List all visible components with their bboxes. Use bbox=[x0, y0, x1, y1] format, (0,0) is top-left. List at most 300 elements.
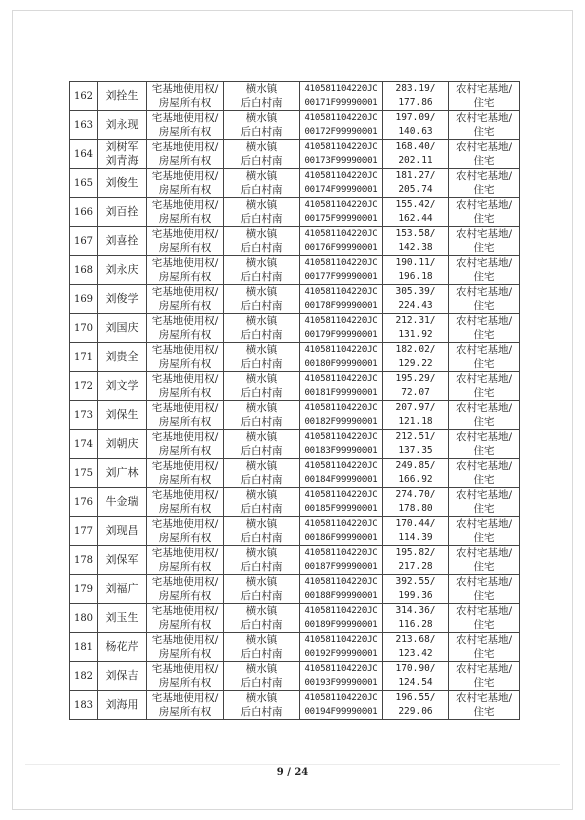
area-cell bbox=[383, 488, 449, 517]
location-cell bbox=[224, 517, 300, 546]
owner-name-cell bbox=[98, 662, 147, 691]
land-use-cell bbox=[449, 604, 520, 633]
land-use-line: 农村宅基地/ bbox=[455, 663, 513, 675]
right-type-cell bbox=[147, 372, 224, 401]
location-line: 后白村南 bbox=[240, 619, 283, 631]
land-use-line: 住宅 bbox=[473, 271, 495, 283]
row-number-cell: 163 bbox=[70, 111, 98, 140]
table-row bbox=[70, 401, 520, 430]
parcel-code-cell bbox=[300, 372, 383, 401]
location-cell bbox=[224, 488, 300, 517]
parcel-code-line: 00174F99990001 bbox=[304, 185, 378, 195]
parcel-code-line: 410581104220JC bbox=[304, 316, 378, 326]
table-row bbox=[70, 256, 520, 285]
parcel-code-line: 00178F99990001 bbox=[304, 301, 378, 311]
area-line: 170.90/ bbox=[395, 663, 436, 674]
land-use-line: 住宅 bbox=[473, 300, 495, 312]
land-use-line: 住宅 bbox=[473, 590, 495, 602]
right-type-line: 房屋所有权 bbox=[158, 474, 212, 486]
location-line: 后白村南 bbox=[240, 213, 283, 225]
location-cell bbox=[224, 140, 300, 169]
area-line: 181.27/ bbox=[395, 170, 436, 181]
land-use-cell bbox=[449, 169, 520, 198]
parcel-code-line: 00182F99990001 bbox=[304, 417, 378, 427]
land-use-line: 住宅 bbox=[473, 561, 495, 573]
area-line: 274.70/ bbox=[395, 489, 436, 500]
land-use-line: 农村宅基地/ bbox=[455, 431, 513, 443]
parcel-code-cell bbox=[300, 633, 383, 662]
table-row bbox=[70, 546, 520, 575]
owner-name-cell bbox=[98, 430, 147, 459]
owner-name-line: 刘百拴 bbox=[105, 205, 139, 218]
location-line: 横水镇 bbox=[245, 141, 278, 153]
table-row bbox=[70, 691, 520, 720]
right-type-line: 宅基地使用权/ bbox=[151, 402, 219, 414]
owner-name-line: 刘海用 bbox=[105, 698, 139, 711]
land-use-line: 农村宅基地/ bbox=[455, 83, 513, 95]
location-line: 横水镇 bbox=[245, 344, 278, 356]
area-line: 182.02/ bbox=[395, 344, 436, 355]
land-use-line: 农村宅基地/ bbox=[455, 199, 513, 211]
right-type-cell bbox=[147, 82, 224, 111]
owner-name-line: 刘青海 bbox=[105, 154, 139, 167]
location-line: 后白村南 bbox=[240, 648, 283, 660]
owner-name-line: 牛金瑞 bbox=[105, 495, 139, 508]
owner-name-cell bbox=[98, 575, 147, 604]
row-number-cell: 167 bbox=[70, 227, 98, 256]
table-row bbox=[70, 169, 520, 198]
table-row bbox=[70, 372, 520, 401]
owner-name-line: 刘树军 bbox=[105, 140, 139, 153]
parcel-code-cell bbox=[300, 488, 383, 517]
land-use-cell bbox=[449, 575, 520, 604]
right-type-line: 房屋所有权 bbox=[158, 445, 212, 457]
right-type-line: 房屋所有权 bbox=[158, 126, 212, 138]
area-line: 116.28 bbox=[398, 619, 433, 630]
parcel-code-line: 410581104220JC bbox=[304, 374, 378, 384]
location-line: 后白村南 bbox=[240, 532, 283, 544]
area-line: 213.68/ bbox=[395, 634, 436, 645]
owner-name-cell bbox=[98, 198, 147, 227]
right-type-line: 宅基地使用权/ bbox=[151, 112, 219, 124]
parcel-code-cell bbox=[300, 198, 383, 227]
location-line: 横水镇 bbox=[245, 576, 278, 588]
land-use-cell bbox=[449, 430, 520, 459]
owner-name-line: 刘拴生 bbox=[105, 89, 139, 102]
row-number-cell: 176 bbox=[70, 488, 98, 517]
land-use-line: 农村宅基地/ bbox=[455, 373, 513, 385]
right-type-cell bbox=[147, 314, 224, 343]
footer-divider bbox=[25, 764, 560, 765]
land-use-line: 农村宅基地/ bbox=[455, 547, 513, 559]
owner-name-line: 刘永现 bbox=[105, 118, 139, 131]
owner-name-cell bbox=[98, 488, 147, 517]
area-line: 199.36 bbox=[398, 590, 433, 601]
row-number-cell: 179 bbox=[70, 575, 98, 604]
owner-name-line: 刘保吉 bbox=[105, 669, 139, 682]
location-line: 横水镇 bbox=[245, 373, 278, 385]
table-row bbox=[70, 604, 520, 633]
parcel-code-line: 410581104220JC bbox=[304, 200, 378, 210]
row-number-cell: 170 bbox=[70, 314, 98, 343]
parcel-code-line: 00171F99990001 bbox=[304, 98, 378, 108]
parcel-code-line: 00175F99990001 bbox=[304, 214, 378, 224]
parcel-code-cell bbox=[300, 140, 383, 169]
right-type-line: 房屋所有权 bbox=[158, 184, 212, 196]
area-line: 305.39/ bbox=[395, 286, 436, 297]
area-line: 155.42/ bbox=[395, 199, 436, 210]
land-use-line: 住宅 bbox=[473, 648, 495, 660]
location-line: 后白村南 bbox=[240, 300, 283, 312]
parcel-code-line: 00176F99990001 bbox=[304, 243, 378, 253]
row-number-cell: 174 bbox=[70, 430, 98, 459]
parcel-code-line: 410581104220JC bbox=[304, 606, 378, 616]
land-use-line: 住宅 bbox=[473, 242, 495, 254]
right-type-cell bbox=[147, 662, 224, 691]
land-use-line: 住宅 bbox=[473, 503, 495, 515]
parcel-code-cell bbox=[300, 111, 383, 140]
land-use-line: 住宅 bbox=[473, 706, 495, 718]
owner-name-line: 刘朝庆 bbox=[105, 437, 139, 450]
parcel-code-line: 410581104220JC bbox=[304, 258, 378, 268]
land-use-cell bbox=[449, 633, 520, 662]
owner-name-cell bbox=[98, 140, 147, 169]
land-use-line: 农村宅基地/ bbox=[455, 460, 513, 472]
land-use-line: 住宅 bbox=[473, 213, 495, 225]
area-line: 249.85/ bbox=[395, 460, 436, 471]
right-type-cell bbox=[147, 343, 224, 372]
owner-name-cell bbox=[98, 459, 147, 488]
parcel-code-cell bbox=[300, 82, 383, 111]
right-type-line: 宅基地使用权/ bbox=[151, 460, 219, 472]
right-type-line: 房屋所有权 bbox=[158, 503, 212, 515]
area-cell bbox=[383, 372, 449, 401]
location-cell bbox=[224, 111, 300, 140]
parcel-code-line: 410581104220JC bbox=[304, 432, 378, 442]
area-cell bbox=[383, 256, 449, 285]
land-use-cell bbox=[449, 517, 520, 546]
parcel-code-cell bbox=[300, 401, 383, 430]
parcel-code-line: 410581104220JC bbox=[304, 490, 378, 500]
area-cell bbox=[383, 169, 449, 198]
owner-name-line: 刘现昌 bbox=[105, 524, 139, 537]
location-line: 后白村南 bbox=[240, 561, 283, 573]
area-line: 131.92 bbox=[398, 329, 433, 340]
right-type-line: 房屋所有权 bbox=[158, 619, 212, 631]
land-use-line: 住宅 bbox=[473, 358, 495, 370]
owner-name-line: 刘保生 bbox=[105, 408, 139, 421]
location-line: 横水镇 bbox=[245, 257, 278, 269]
table-row bbox=[70, 314, 520, 343]
right-type-cell bbox=[147, 459, 224, 488]
right-type-line: 房屋所有权 bbox=[158, 271, 212, 283]
area-line: 212.31/ bbox=[395, 315, 436, 326]
land-use-cell bbox=[449, 343, 520, 372]
parcel-code-cell bbox=[300, 430, 383, 459]
location-cell bbox=[224, 343, 300, 372]
row-number-cell: 172 bbox=[70, 372, 98, 401]
right-type-line: 房屋所有权 bbox=[158, 706, 212, 718]
parcel-code-cell bbox=[300, 314, 383, 343]
area-line: 224.43 bbox=[398, 300, 433, 311]
parcel-code-line: 410581104220JC bbox=[304, 403, 378, 413]
location-line: 横水镇 bbox=[245, 199, 278, 211]
area-line: 207.97/ bbox=[395, 402, 436, 413]
area-cell bbox=[383, 633, 449, 662]
parcel-code-line: 00184F99990001 bbox=[304, 475, 378, 485]
parcel-code-line: 00186F99990001 bbox=[304, 533, 378, 543]
parcel-code-line: 00177F99990001 bbox=[304, 272, 378, 282]
parcel-code-line: 410581104220JC bbox=[304, 142, 378, 152]
land-use-line: 住宅 bbox=[473, 416, 495, 428]
location-cell bbox=[224, 430, 300, 459]
right-type-cell bbox=[147, 633, 224, 662]
area-cell bbox=[383, 227, 449, 256]
parcel-code-line: 410581104220JC bbox=[304, 461, 378, 471]
row-number-cell: 182 bbox=[70, 662, 98, 691]
land-use-line: 住宅 bbox=[473, 445, 495, 457]
area-line: 142.38 bbox=[398, 242, 433, 253]
location-cell bbox=[224, 285, 300, 314]
location-line: 横水镇 bbox=[245, 402, 278, 414]
table-row bbox=[70, 227, 520, 256]
location-line: 后白村南 bbox=[240, 445, 283, 457]
right-type-cell bbox=[147, 140, 224, 169]
table-row bbox=[70, 517, 520, 546]
right-type-cell bbox=[147, 401, 224, 430]
location-line: 后白村南 bbox=[240, 358, 283, 370]
right-type-line: 宅基地使用权/ bbox=[151, 228, 219, 240]
owner-name-line: 杨花芹 bbox=[105, 640, 139, 653]
row-number-cell: 166 bbox=[70, 198, 98, 227]
area-line: 121.18 bbox=[398, 416, 433, 427]
right-type-line: 宅基地使用权/ bbox=[151, 286, 219, 298]
location-line: 横水镇 bbox=[245, 431, 278, 443]
row-number-cell: 177 bbox=[70, 517, 98, 546]
land-use-line: 农村宅基地/ bbox=[455, 692, 513, 704]
land-use-cell bbox=[449, 314, 520, 343]
parcel-code-cell bbox=[300, 343, 383, 372]
location-line: 后白村南 bbox=[240, 387, 283, 399]
location-line: 横水镇 bbox=[245, 518, 278, 530]
table-row bbox=[70, 575, 520, 604]
area-line: 229.06 bbox=[398, 706, 433, 717]
row-number-cell: 173 bbox=[70, 401, 98, 430]
right-type-line: 宅基地使用权/ bbox=[151, 634, 219, 646]
owner-name-line: 刘福广 bbox=[105, 582, 139, 595]
land-use-line: 农村宅基地/ bbox=[455, 141, 513, 153]
right-type-line: 宅基地使用权/ bbox=[151, 692, 219, 704]
page-number: 9 / 24 bbox=[276, 767, 309, 778]
right-type-cell bbox=[147, 169, 224, 198]
land-use-cell bbox=[449, 459, 520, 488]
parcel-code-cell bbox=[300, 575, 383, 604]
area-line: 140.63 bbox=[398, 126, 433, 137]
land-use-line: 农村宅基地/ bbox=[455, 286, 513, 298]
land-use-line: 农村宅基地/ bbox=[455, 257, 513, 269]
area-line: 114.39 bbox=[398, 532, 433, 543]
right-type-line: 房屋所有权 bbox=[158, 561, 212, 573]
owner-name-cell bbox=[98, 633, 147, 662]
location-line: 横水镇 bbox=[245, 112, 278, 124]
parcel-code-line: 00192F99990001 bbox=[304, 649, 378, 659]
right-type-line: 房屋所有权 bbox=[158, 97, 212, 109]
right-type-line: 宅基地使用权/ bbox=[151, 141, 219, 153]
owner-name-cell bbox=[98, 169, 147, 198]
area-line: 314.36/ bbox=[395, 605, 436, 616]
table-row bbox=[70, 140, 520, 169]
land-use-cell bbox=[449, 662, 520, 691]
area-cell bbox=[383, 82, 449, 111]
parcel-code-line: 00185F99990001 bbox=[304, 504, 378, 514]
parcel-code-cell bbox=[300, 256, 383, 285]
right-type-line: 房屋所有权 bbox=[158, 416, 212, 428]
area-line: 212.51/ bbox=[395, 431, 436, 442]
area-line: 283.19/ bbox=[395, 83, 436, 94]
area-cell bbox=[383, 198, 449, 227]
location-line: 后白村南 bbox=[240, 329, 283, 341]
row-number-cell: 180 bbox=[70, 604, 98, 633]
location-line: 后白村南 bbox=[240, 242, 283, 254]
location-cell bbox=[224, 662, 300, 691]
owner-name-line: 刘喜拴 bbox=[105, 234, 139, 247]
area-line: 72.07 bbox=[401, 387, 430, 398]
area-line: 137.35 bbox=[398, 445, 433, 456]
owner-name-line: 刘贵全 bbox=[105, 350, 139, 363]
location-line: 后白村南 bbox=[240, 184, 283, 196]
right-type-line: 房屋所有权 bbox=[158, 677, 212, 689]
area-cell bbox=[383, 604, 449, 633]
land-use-cell bbox=[449, 256, 520, 285]
row-number-cell: 175 bbox=[70, 459, 98, 488]
land-use-line: 农村宅基地/ bbox=[455, 576, 513, 588]
location-line: 横水镇 bbox=[245, 692, 278, 704]
parcel-code-line: 00189F99990001 bbox=[304, 620, 378, 630]
owner-name-cell bbox=[98, 517, 147, 546]
area-cell bbox=[383, 430, 449, 459]
land-use-cell bbox=[449, 82, 520, 111]
location-line: 后白村南 bbox=[240, 474, 283, 486]
right-type-cell bbox=[147, 691, 224, 720]
location-line: 横水镇 bbox=[245, 547, 278, 559]
parcel-code-line: 00179F99990001 bbox=[304, 330, 378, 340]
right-type-cell bbox=[147, 604, 224, 633]
land-use-cell bbox=[449, 111, 520, 140]
parcel-code-line: 410581104220JC bbox=[304, 577, 378, 587]
location-line: 后白村南 bbox=[240, 155, 283, 167]
right-type-line: 宅基地使用权/ bbox=[151, 315, 219, 327]
right-type-line: 宅基地使用权/ bbox=[151, 547, 219, 559]
location-line: 横水镇 bbox=[245, 605, 278, 617]
location-line: 后白村南 bbox=[240, 416, 283, 428]
area-line: 124.54 bbox=[398, 677, 433, 688]
right-type-line: 宅基地使用权/ bbox=[151, 663, 219, 675]
owner-name-line: 刘保军 bbox=[105, 553, 139, 566]
owner-name-line: 刘永庆 bbox=[105, 263, 139, 276]
row-number-cell: 162 bbox=[70, 82, 98, 111]
location-line: 横水镇 bbox=[245, 315, 278, 327]
area-cell bbox=[383, 111, 449, 140]
land-use-line: 住宅 bbox=[473, 329, 495, 341]
location-cell bbox=[224, 575, 300, 604]
area-cell bbox=[383, 459, 449, 488]
row-number-cell: 168 bbox=[70, 256, 98, 285]
area-line: 153.58/ bbox=[395, 228, 436, 239]
area-cell bbox=[383, 140, 449, 169]
land-registration-table bbox=[69, 81, 520, 720]
land-use-line: 住宅 bbox=[473, 474, 495, 486]
right-type-cell bbox=[147, 430, 224, 459]
land-use-line: 住宅 bbox=[473, 155, 495, 167]
location-line: 后白村南 bbox=[240, 271, 283, 283]
location-line: 后白村南 bbox=[240, 677, 283, 689]
table-row bbox=[70, 430, 520, 459]
land-use-cell bbox=[449, 372, 520, 401]
parcel-code-line: 410581104220JC bbox=[304, 693, 378, 703]
right-type-line: 宅基地使用权/ bbox=[151, 431, 219, 443]
table-row bbox=[70, 662, 520, 691]
parcel-code-line: 00173F99990001 bbox=[304, 156, 378, 166]
right-type-line: 房屋所有权 bbox=[158, 532, 212, 544]
right-type-cell bbox=[147, 256, 224, 285]
owner-name-cell bbox=[98, 604, 147, 633]
location-line: 横水镇 bbox=[245, 489, 278, 501]
land-use-cell bbox=[449, 546, 520, 575]
area-line: 392.55/ bbox=[395, 576, 436, 587]
owner-name-line: 刘文学 bbox=[105, 379, 139, 392]
parcel-code-cell bbox=[300, 604, 383, 633]
row-number-cell: 169 bbox=[70, 285, 98, 314]
right-type-line: 宅基地使用权/ bbox=[151, 576, 219, 588]
land-use-line: 农村宅基地/ bbox=[455, 402, 513, 414]
location-line: 后白村南 bbox=[240, 706, 283, 718]
location-line: 横水镇 bbox=[245, 663, 278, 675]
right-type-line: 宅基地使用权/ bbox=[151, 373, 219, 385]
land-use-line: 农村宅基地/ bbox=[455, 634, 513, 646]
right-type-cell bbox=[147, 488, 224, 517]
area-line: 195.82/ bbox=[395, 547, 436, 558]
parcel-code-line: 00181F99990001 bbox=[304, 388, 378, 398]
right-type-line: 房屋所有权 bbox=[158, 329, 212, 341]
parcel-code-line: 00193F99990001 bbox=[304, 678, 378, 688]
land-use-line: 农村宅基地/ bbox=[455, 228, 513, 240]
right-type-cell bbox=[147, 575, 224, 604]
right-type-line: 宅基地使用权/ bbox=[151, 518, 219, 530]
land-use-line: 农村宅基地/ bbox=[455, 112, 513, 124]
owner-name-cell bbox=[98, 256, 147, 285]
area-line: 177.86 bbox=[398, 97, 433, 108]
area-line: 170.44/ bbox=[395, 518, 436, 529]
owner-name-line: 刘广林 bbox=[105, 466, 139, 479]
owner-name-line: 刘俊生 bbox=[105, 176, 139, 189]
land-use-cell bbox=[449, 140, 520, 169]
area-cell bbox=[383, 546, 449, 575]
area-cell bbox=[383, 314, 449, 343]
parcel-code-cell bbox=[300, 517, 383, 546]
table-row bbox=[70, 343, 520, 372]
table-row bbox=[70, 285, 520, 314]
owner-name-cell bbox=[98, 546, 147, 575]
area-cell bbox=[383, 401, 449, 430]
land-use-line: 住宅 bbox=[473, 126, 495, 138]
area-line: 202.11 bbox=[398, 155, 433, 166]
land-use-line: 农村宅基地/ bbox=[455, 518, 513, 530]
table-row bbox=[70, 198, 520, 227]
parcel-code-line: 00188F99990001 bbox=[304, 591, 378, 601]
owner-name-line: 刘国庆 bbox=[105, 321, 139, 334]
location-line: 横水镇 bbox=[245, 228, 278, 240]
right-type-line: 宅基地使用权/ bbox=[151, 83, 219, 95]
